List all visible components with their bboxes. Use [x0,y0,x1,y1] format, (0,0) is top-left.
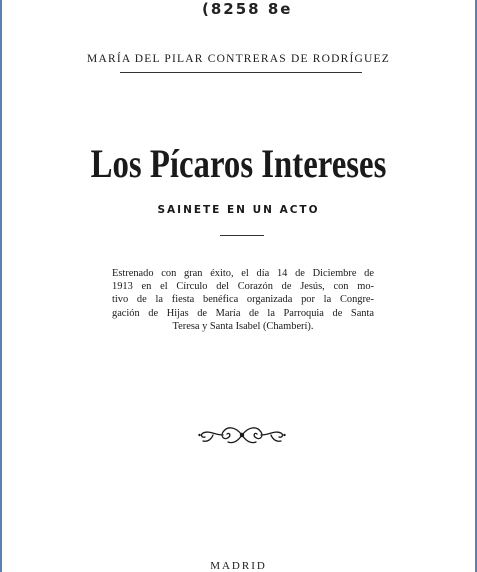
subtitle-rule [220,235,264,236]
imprint-place: MADRID [210,560,267,572]
premiere-line: Estrenado con gran éxito, el día 14 de Diciembre de [112,268,374,279]
catalog-stamp: (8258 8e [202,0,293,18]
premiere-note [112,267,374,333]
page-title: Los Pícaros Intereses [90,141,387,186]
premiere-line: Teresa y Santa Isabel (Chamberí). [172,320,314,332]
premiere-line: gación de Hijas de María de la Parroquia de Santa [112,307,374,319]
premiere-line: tivo de la fiesta benéfica organizada por la Congre- [112,294,374,306]
author-rule [120,72,362,73]
premiere-line: 1913 en el Círculo del Corazón de Jesús, con mo- [112,281,374,293]
floral-ornament-icon [197,422,287,448]
subtitle: SAINETE EN UN ACTO [157,204,320,216]
author-name: MARÍA DEL PILAR CONTRERAS DE RODRÍGUEZ [87,53,390,65]
